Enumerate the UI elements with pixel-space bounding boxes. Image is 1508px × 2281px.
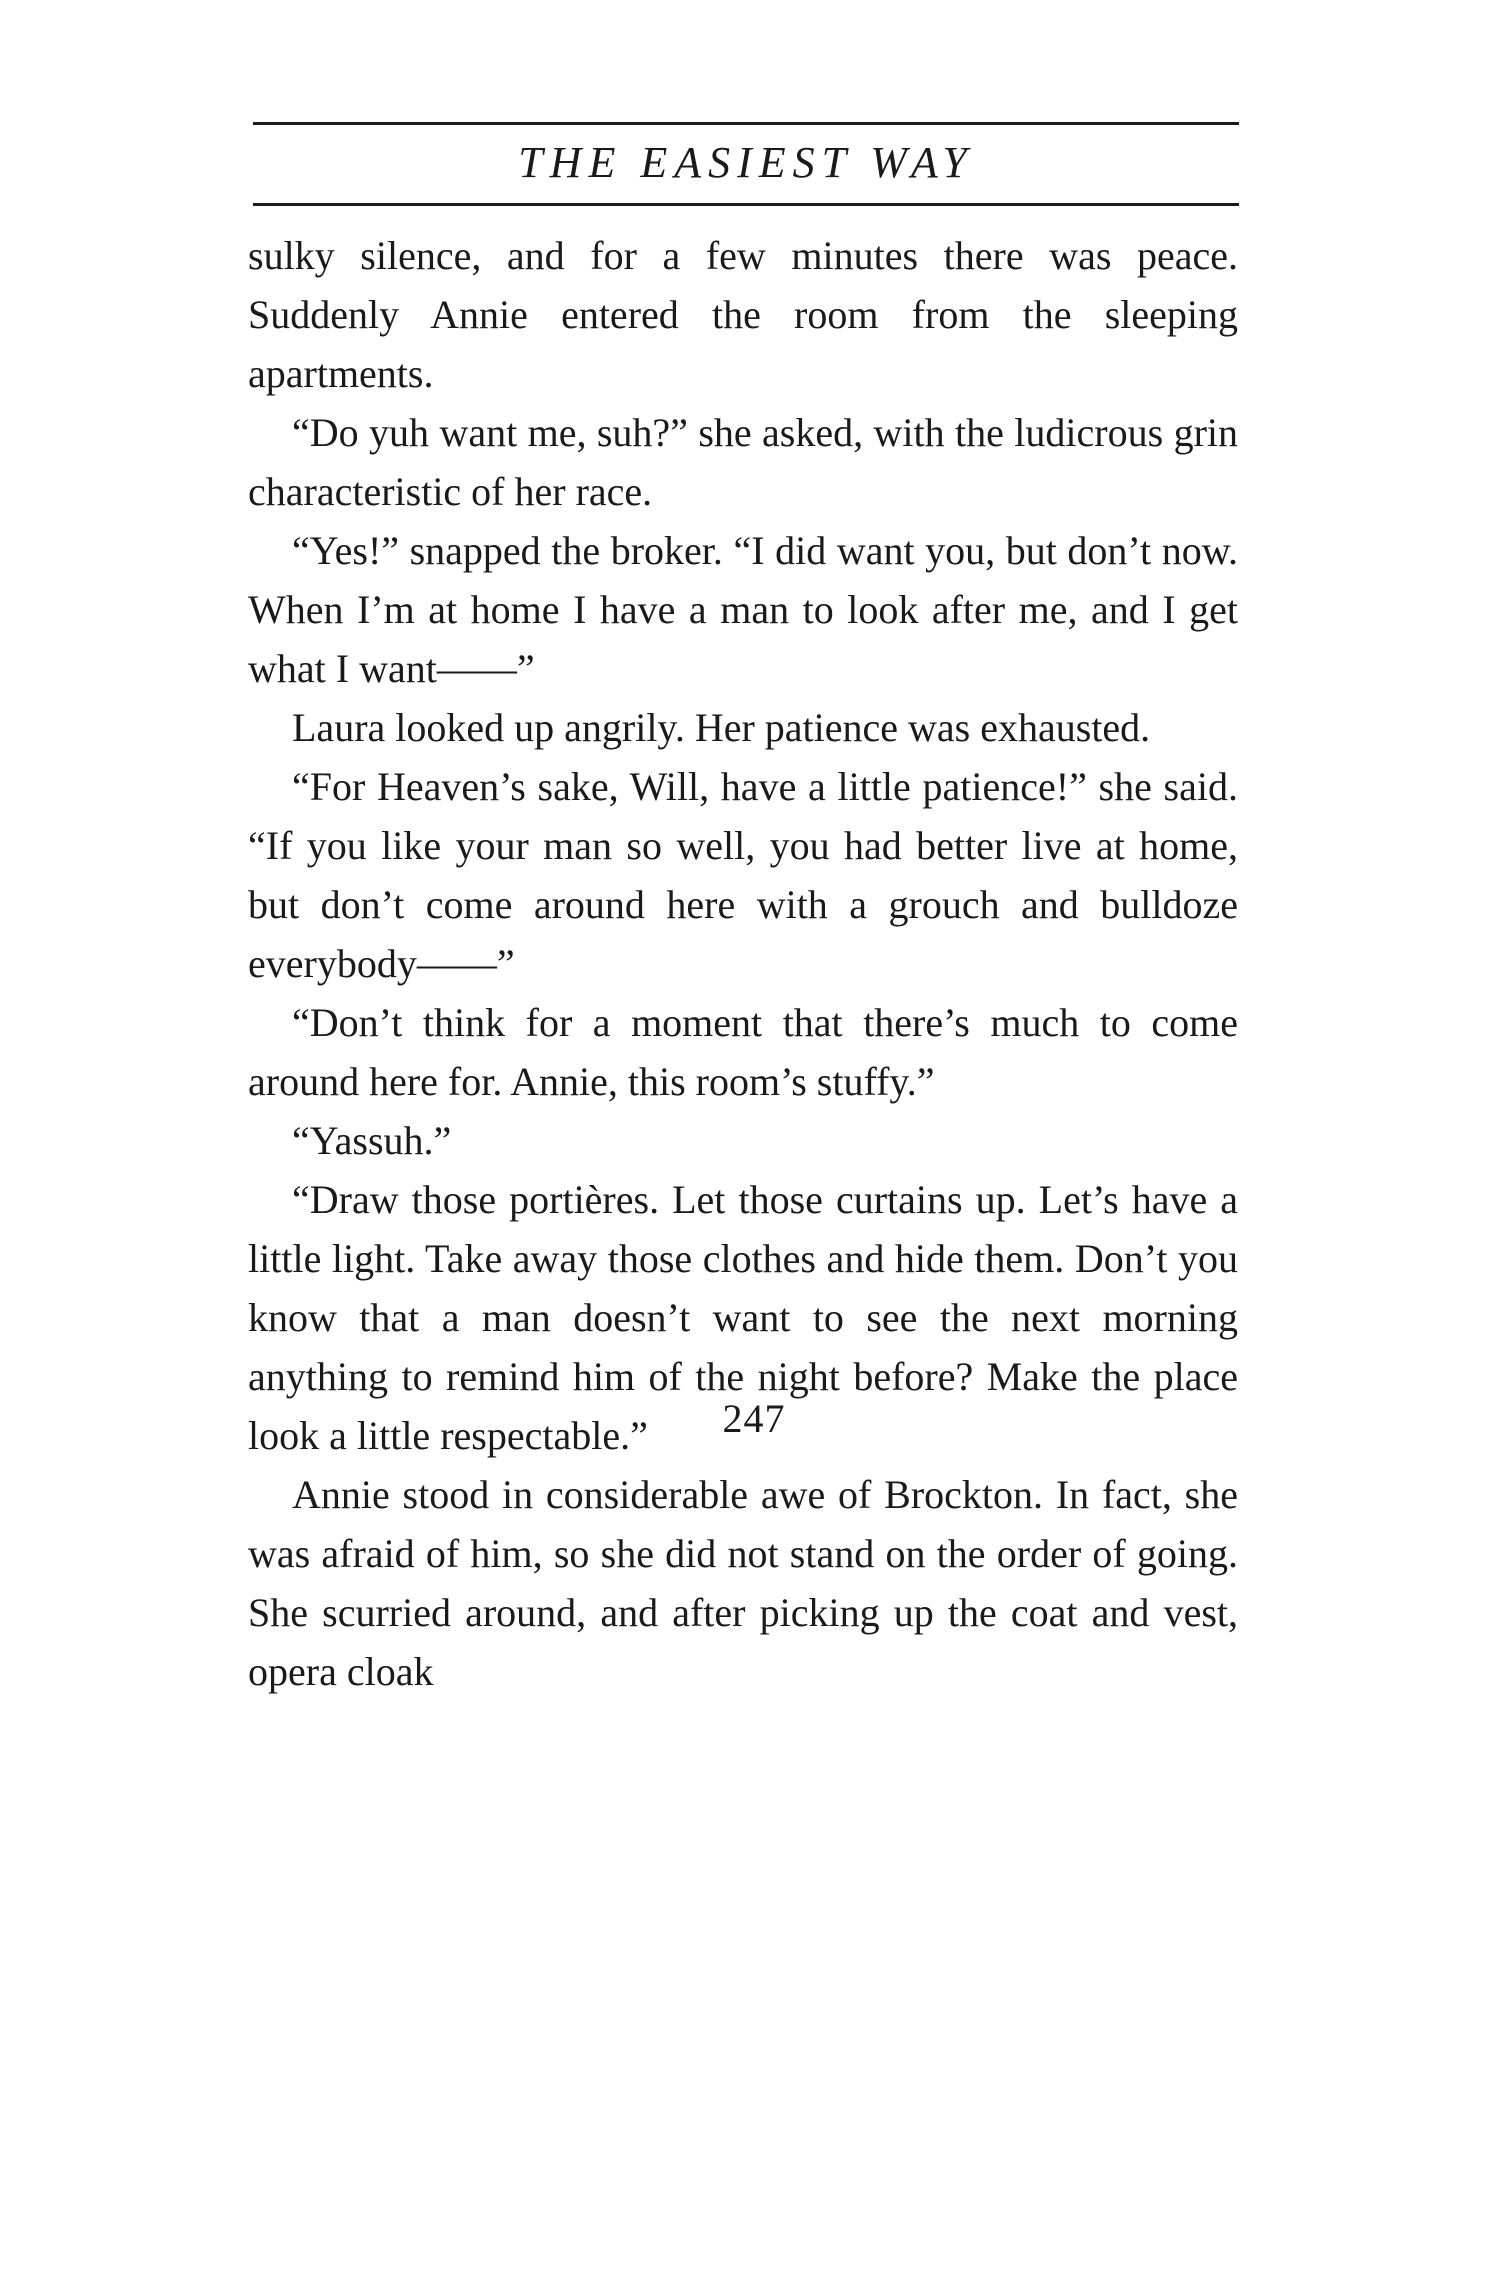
paragraph: Annie stood in considerable awe of Brockton. In fact, she was afraid of him, so she did not stand on the order of going. She scurried around, and after picking up the coat and vest, opera cloak: [248, 1472, 1238, 1694]
paragraph: “For Heaven’s sake, Will, have a little patience!” she said. “If you like your man so well, you had better live at home, but don’t come around here with a grouch and bulldoze everybody——”: [248, 764, 1238, 986]
paragraph: “Draw those portières. Let those curtains up. Let’s have a little light. Take away those clothes and hide them. Don’t you know that a man doesn’t want to see the next morning anything to remind him of the night before? Make the place look a little respectable.”: [248, 1177, 1238, 1458]
body-text: [248, 226, 1238, 1701]
page-number: 247: [722, 1396, 786, 1441]
header-rule-top: [253, 122, 1239, 125]
paragraph: “Don’t think for a moment that there’s much to come around here for. Annie, this room’s stuffy.”: [248, 1000, 1238, 1104]
paragraph: “Yassuh.”: [292, 1118, 452, 1163]
paragraph: “Do yuh want me, suh?” she asked, with the ludicrous grin characteristic of her race.: [248, 410, 1238, 514]
paragraph: Laura looked up angrily. Her patience was exhausted.: [292, 705, 1151, 750]
paragraph: sulky silence, and for a few minutes there was peace. Suddenly Annie entered the room from the sleeping apartments.: [248, 233, 1238, 396]
header-rule-bottom: [253, 203, 1239, 206]
paragraph: “Yes!” snapped the broker. “I did want you, but don’t now. When I’m at home I have a man to look after me, and I get what I want——”: [248, 528, 1238, 691]
running-title: THE EASIEST WAY: [518, 138, 974, 187]
